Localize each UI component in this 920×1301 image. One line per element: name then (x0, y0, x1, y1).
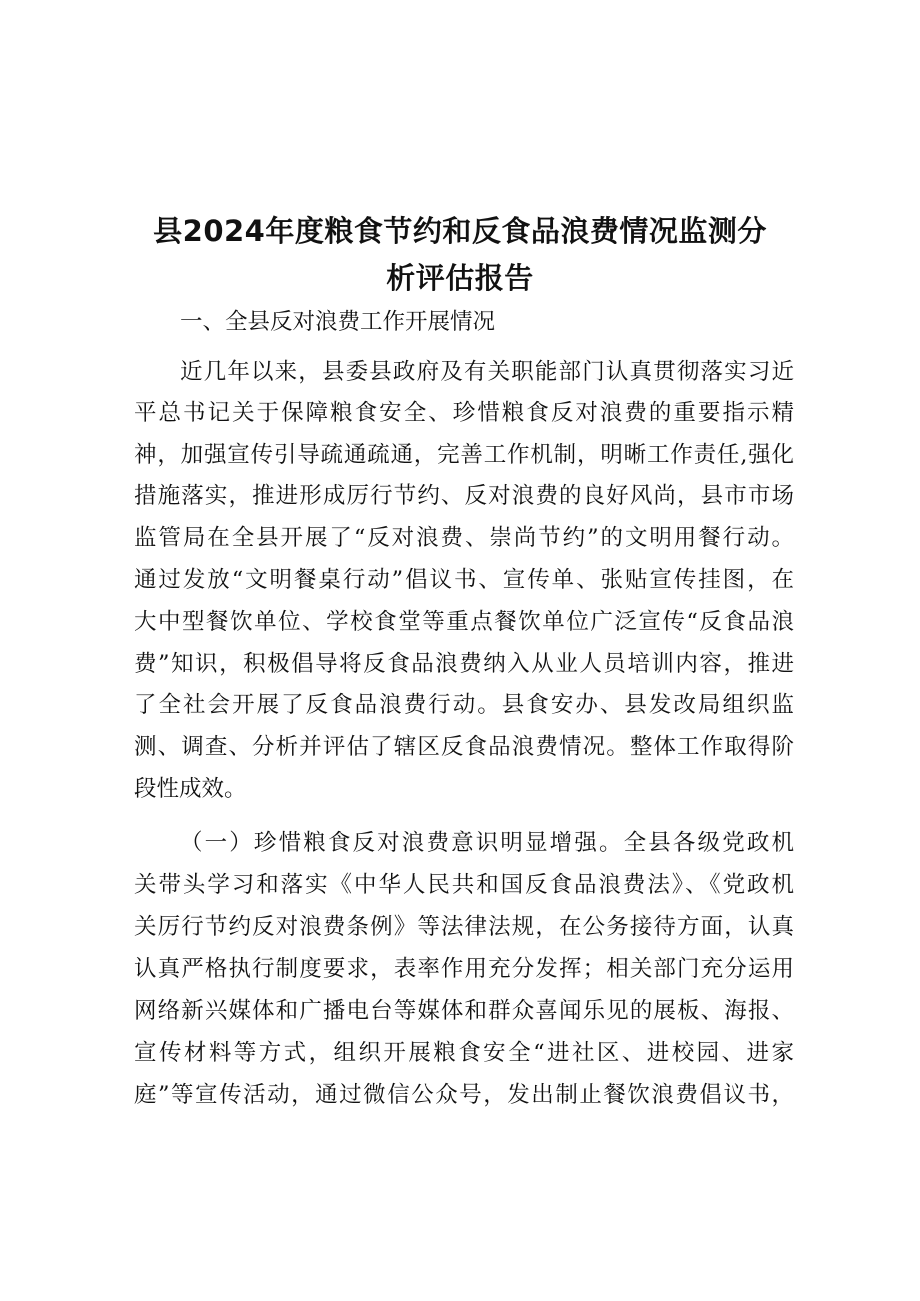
paragraph-line: 认真严格执行制度要求，表率作用充分发挥；相关部门充分运用 (134, 956, 794, 982)
title-line-2: 析评估报告 (386, 261, 534, 295)
paragraph-line: 大中型餐饮单位、学校食堂等重点餐饮单位广泛宣传“反食品浪 (134, 609, 794, 635)
paragraph-line: 神，加强宣传引导疏通疏通，完善工作机制，明晰工作责任,强化 (134, 442, 794, 468)
paragraph-line: 了全社会开展了反食品浪费行动。县食安办、县发改局组织监 (134, 692, 794, 718)
document-title (140, 208, 780, 302)
paragraph-line: 宣传材料等方式，组织开展粮食安全“进社区、进校园、进家 (134, 1040, 794, 1066)
paragraph-line: 监管局在全县开展了“反对浪费、崇尚节约”的文明用餐行动。 (134, 525, 794, 551)
title-line-1: 县2024年度粮食节约和反食品浪费情况监测分 (153, 214, 767, 248)
paragraph-line: 措施落实，推进形成厉行节约、反对浪费的良好风尚，县市市场 (134, 483, 794, 509)
section-heading: 一、全县反对浪费工作开展情况 (180, 309, 496, 335)
paragraph-line: 平总书记关于保障粮食安全、珍惜粮食反对浪费的重要指示精 (134, 400, 794, 426)
paragraph-line: 测、调查、分析并评估了辖区反食品浪费情况。整体工作取得阶 (134, 734, 794, 760)
paragraph-line: 关带头学习和落实《中华人民共和国反食品浪费法》、《党政机 (134, 872, 794, 898)
paragraph-line: 庭”等宣传活动，通过微信公众号，发出制止餐饮浪费倡议书， (134, 1082, 794, 1108)
paragraph-line: 近几年以来，县委县政府及有关职能部门认真贯彻落实习近 (180, 359, 794, 385)
paragraph-line: 通过发放“文明餐桌行动”倡议书、宣传单、张贴宣传挂图，在 (134, 567, 794, 593)
paragraph-line: 关厉行节约反对浪费条例》等法律法规，在公务接待方面，认真 (134, 914, 794, 940)
paragraph-line: （一）珍惜粮食反对浪费意识明显增强。全县各级党政机 (180, 830, 794, 856)
paragraph-line: 段性成效。 (134, 776, 247, 802)
paragraph-line: 费”知识，积极倡导将反食品浪费纳入从业人员培训内容，推进 (134, 651, 794, 677)
paragraph-line: 网络新兴媒体和广播电台等媒体和群众喜闻乐见的展板、海报、 (134, 998, 794, 1024)
